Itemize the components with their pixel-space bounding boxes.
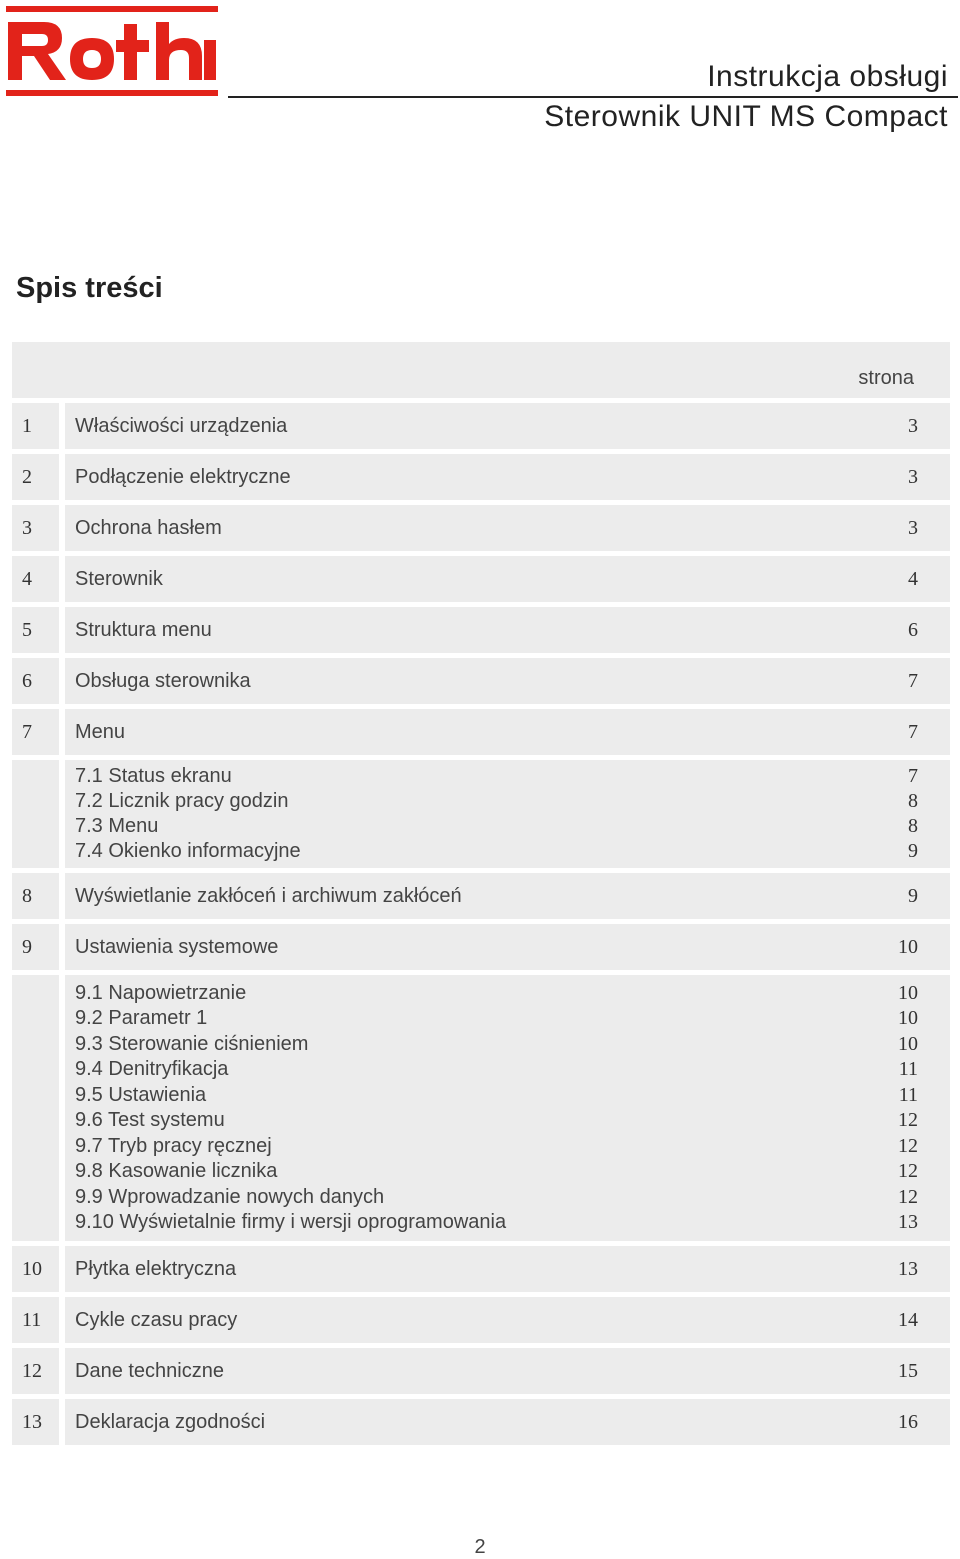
toc-sublabel: 9.4 Denitryfikacja: [75, 1058, 229, 1081]
document-subtitle: Sterownik UNIT MS Compact: [544, 100, 948, 133]
toc-number: 6: [12, 658, 59, 704]
toc-number: 8: [12, 873, 59, 919]
toc-page: 6: [908, 618, 918, 641]
toc-number: 11: [12, 1297, 59, 1343]
page-column-label: strona: [858, 367, 914, 389]
toc-subpage: 12: [898, 1185, 918, 1208]
header-divider: [228, 96, 958, 98]
toc-number: 3: [12, 505, 59, 551]
toc-label: Właściwości urządzenia: [75, 414, 288, 437]
toc-header-row: [12, 342, 950, 398]
toc-label: Płytka elektryczna: [75, 1257, 237, 1280]
toc-number-empty: [12, 975, 59, 1241]
toc-sublabel: 7.4 Okienko informacyjne: [75, 840, 301, 862]
toc-subrow[interactable]: [75, 1134, 918, 1160]
toc-label: Struktura menu: [75, 618, 212, 641]
toc-label: Wyświetlanie zakłóceń i archiwum zakłóceń: [75, 884, 462, 907]
toc-row[interactable]: [12, 1297, 950, 1343]
toc-number: 10: [12, 1246, 59, 1292]
toc-sublabel: 9.5 Ustawienia: [75, 1083, 207, 1106]
toc-subpage: 8: [908, 815, 918, 837]
toc-subpage: 7: [908, 765, 918, 787]
toc-row[interactable]: [12, 1348, 950, 1394]
toc-number: 7: [12, 709, 59, 755]
toc-label: Cykle czasu pracy: [75, 1308, 238, 1331]
toc-sublabel: 7.3 Menu: [75, 815, 159, 837]
toc-subrow[interactable]: [75, 1159, 918, 1185]
toc-number: 5: [12, 607, 59, 653]
toc-label: Menu: [75, 720, 126, 743]
toc-subpage: 12: [898, 1134, 918, 1157]
toc-sublabel: 9.6 Test systemu: [75, 1109, 225, 1132]
toc-subrow[interactable]: [75, 1057, 918, 1083]
toc-row[interactable]: [12, 454, 950, 500]
table-of-contents: [12, 342, 950, 1450]
toc-label: Ochrona hasłem: [75, 516, 222, 539]
toc-number-empty: [12, 760, 59, 868]
toc-sublabel: 7.2 Licznik pracy godzin: [75, 790, 289, 812]
toc-subpage: 9: [908, 840, 918, 862]
toc-page: 13: [898, 1257, 918, 1280]
toc-subpage: 11: [898, 1058, 918, 1081]
toc-number: 4: [12, 556, 59, 602]
toc-sublabel: 9.3 Sterowanie ciśnieniem: [75, 1032, 309, 1055]
toc-label: Dane techniczne: [75, 1359, 224, 1382]
toc-page: 4: [908, 567, 918, 590]
toc-number: 1: [12, 403, 59, 449]
toc-label: Podłączenie elektryczne: [75, 465, 291, 488]
toc-label: Obsługa sterownika: [75, 669, 251, 692]
toc-page: 3: [908, 516, 918, 539]
toc-page: 7: [908, 669, 918, 692]
toc-row[interactable]: [12, 1246, 950, 1292]
toc-sublabel: 9.1 Napowietrzanie: [75, 981, 247, 1004]
toc-subrow[interactable]: [75, 1210, 918, 1236]
toc-subpage: 10: [898, 981, 918, 1004]
toc-subrow[interactable]: [75, 814, 918, 839]
toc-row[interactable]: [12, 607, 950, 653]
toc-row[interactable]: [12, 924, 950, 970]
toc-subrow[interactable]: [75, 839, 918, 864]
toc-subrow[interactable]: [75, 1108, 918, 1134]
document-title: Instrukcja obsługi: [707, 60, 948, 93]
toc-page: 10: [898, 935, 918, 958]
toc-subpage: 12: [898, 1160, 918, 1183]
toc-row[interactable]: [12, 505, 950, 551]
roth-logo: [6, 6, 218, 98]
toc-subpage: 8: [908, 790, 918, 812]
toc-number: 2: [12, 454, 59, 500]
toc-subrow[interactable]: [75, 1006, 918, 1032]
toc-number: 12: [12, 1348, 59, 1394]
toc-subsection-block: [12, 975, 950, 1241]
toc-row[interactable]: [12, 403, 950, 449]
toc-label: Deklaracja zgodności: [75, 1410, 266, 1433]
toc-row[interactable]: [12, 658, 950, 704]
toc-sublabel: 9.2 Parametr 1: [75, 1007, 208, 1030]
toc-subpage: 13: [898, 1211, 918, 1234]
toc-subsection-block: [12, 760, 950, 868]
toc-subpage: 12: [898, 1109, 918, 1132]
toc-label: Ustawienia systemowe: [75, 935, 279, 958]
toc-row[interactable]: [12, 1399, 950, 1445]
toc-subrow[interactable]: [75, 981, 918, 1007]
toc-sublabel: 9.10 Wyświetalnie firmy i wersji oprogramowania: [75, 1211, 507, 1234]
toc-subpage: 10: [898, 1032, 918, 1055]
toc-subpage: 10: [898, 1007, 918, 1030]
toc-page: 3: [908, 465, 918, 488]
toc-page: 14: [898, 1308, 918, 1331]
toc-number: 9: [12, 924, 59, 970]
toc-sublabel: 9.8 Kasowanie licznika: [75, 1160, 278, 1183]
page-number: 2: [474, 1536, 486, 1558]
toc-sublabel: 9.9 Wprowadzanie nowych danych: [75, 1185, 385, 1208]
toc-page: 16: [898, 1410, 918, 1433]
toc-row[interactable]: [12, 556, 950, 602]
toc-page: 15: [898, 1359, 918, 1382]
toc-heading: Spis treści: [16, 272, 163, 304]
toc-sublabel: 9.7 Tryb pracy ręcznej: [75, 1134, 272, 1157]
toc-subpage: 11: [898, 1083, 918, 1106]
toc-page: 9: [908, 884, 918, 907]
toc-subrow[interactable]: [75, 1032, 918, 1058]
toc-number: 13: [12, 1399, 59, 1445]
toc-subrow[interactable]: [75, 764, 918, 789]
toc-subrow[interactable]: [75, 789, 918, 814]
toc-row[interactable]: [12, 709, 950, 755]
toc-label: Sterownik: [75, 567, 163, 590]
toc-subrow[interactable]: [75, 1083, 918, 1109]
toc-sublabel: 7.1 Status ekranu: [75, 765, 232, 787]
toc-subrow[interactable]: [75, 1185, 918, 1211]
toc-page: 7: [908, 720, 918, 743]
toc-page: 3: [908, 414, 918, 437]
toc-row[interactable]: [12, 873, 950, 919]
